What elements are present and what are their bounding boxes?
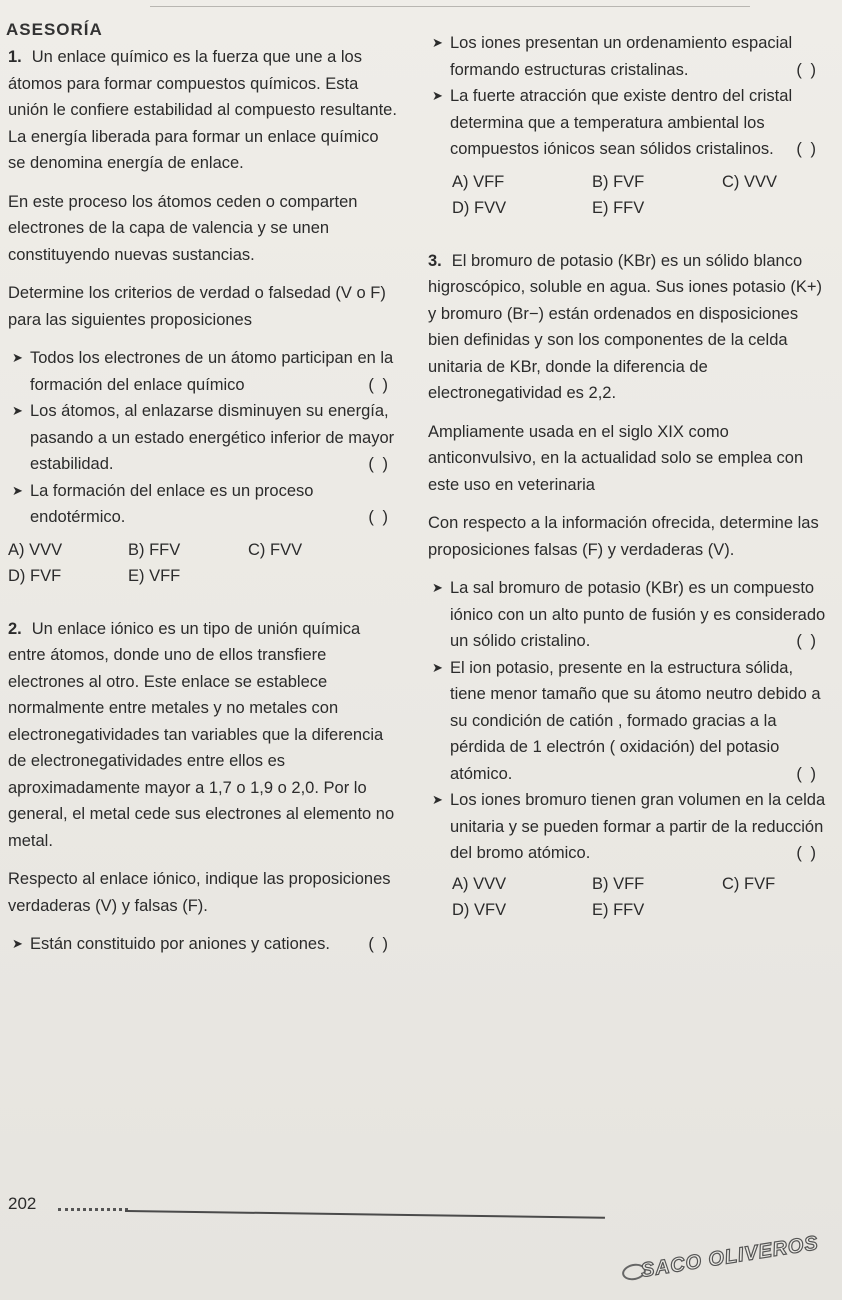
q3-option-b: B) VFF [592, 874, 645, 893]
q3-option-c: C) FVF [722, 874, 776, 893]
q2-instruction: Respecto al enlace iónico, indique las proposiciones verdaderas (V) y falsas (F). [8, 870, 391, 915]
q1-option-b: B) FFV [128, 540, 181, 559]
q2-item-2: ➤ Los iones presentan un ordenamiento espacial formando estructuras cristalinas. ( ) [428, 30, 828, 83]
q1-intro: 1. Un enlace químico es la fuerza que une a los átomos para formar compuestos químicos. Esta unión le confiere estabilidad al compuesto resultante. La energía liberada para formar un enlace químico se denomina energía de enlace. [8, 48, 397, 172]
q2-option-c: C) VVV [722, 172, 778, 191]
q3-option-d: D) VFV [452, 901, 507, 919]
q3-option-a: A) VVV [452, 874, 507, 893]
q3-item-3: ➤ Los iones bromuro tienen gran volumen en la celda unitaria y se pueden formar a partir de la reducción del bromo atómico. ( ) [428, 787, 828, 867]
answer-blank: ( ) [796, 844, 818, 862]
q1-item-2: ➤ Los átomos, al enlazarse disminuyen su energía, pasando a un estado energético inferior de mayor estabilidad. ( ) [8, 398, 400, 478]
q3-intro: 3. El bromuro de potasio (KBr) es un sólido blanco higroscópico, soluble en agua. Sus iones potasio (K+) y bromuro (Br−) están ordenados en disposiciones bien definidas y son los componentes de la celda unitaria de KBr, donde la diferencia de electronegatividad es 2,2. [428, 251, 822, 402]
left-column [8, 44, 400, 958]
q2-item-3: ➤ La fuerte atracción que existe dentro del cristal determina que a temperatura ambiental los compuestos iónicos sean sólidos cristalinos. ( ) [428, 83, 828, 163]
q2-option-e: E) FFV [592, 199, 645, 217]
q1-number: 1. [8, 48, 22, 66]
q1-option-c: C) FVV [248, 540, 303, 559]
q1-option-a: A) VVV [8, 540, 63, 559]
q2-option-d: D) FVV [452, 199, 507, 217]
q1-option-d: D) FVF [8, 567, 62, 585]
q2-options [428, 169, 828, 222]
q3-number: 3. [428, 251, 442, 270]
q3-option-e: E) FFV [592, 901, 645, 919]
answer-blank: ( ) [368, 508, 390, 526]
answer-blank: ( ) [368, 455, 390, 473]
answer-blank: ( ) [368, 375, 390, 394]
q1-options [8, 537, 400, 590]
q3-instruction: Con respecto a la información ofrecida, determine las proposiciones falsas (F) y verdaderas (V). [428, 514, 819, 559]
q2-intro: 2. Un enlace iónico es un tipo de unión química entre átomos, donde uno de ellos transfiere electrones al otro. Este enlace se establece normalmente entre metales y no metales con electronegatividades tan variables que la diferencia de electronegatividades entre ellos es aproximadamente mayor a 1,7 o 1,9 o 2,0. Por lo general, el metal cede sus electrones al elemento no metal. [8, 619, 395, 850]
top-rule [150, 6, 750, 7]
q1-paragraph-2: En este proceso los átomos ceden o comparten electrones de la capa de valencia y se unen constituyendo nuevas sustancias. [8, 192, 358, 264]
answer-blank: ( ) [368, 935, 390, 953]
section-header: ASESORÍA [6, 20, 103, 39]
q2-item-1: ➤ Están constituido por aniones y cationes. ( ) [8, 931, 400, 958]
q3-item-2: ➤ El ion potasio, presente en la estructura sólida, tiene menor tamaño que su átomo neutro debido a su condición de catión , formado gracias a la pérdida de 1 electrón ( oxidación) del potasio atómico. ( ) [428, 655, 828, 788]
q1-item-1: ➤ Todos los electrones de un átomo participan en la formación del enlace químico ( ) [8, 345, 400, 398]
q2-option-b: B) FVF [592, 172, 645, 191]
answer-blank: ( ) [796, 60, 818, 79]
q2-number: 2. [8, 619, 22, 638]
right-column [428, 30, 828, 924]
answer-blank: ( ) [796, 764, 818, 783]
q3-paragraph-2: Ampliamente usada en el siglo XIX como anticonvulsivo, en la actualidad solo se emplea con este uso en veterinaria [428, 422, 804, 494]
q3-item-1: ➤ La sal bromuro de potasio (KBr) es un compuesto iónico con un alto punto de fusión y es considerado un sólido cristalino. ( ) [428, 575, 828, 655]
footer-rule [125, 1210, 605, 1219]
q1-option-e: E) VFF [128, 567, 181, 585]
brand-logo: SACO OLIVEROS [639, 1232, 821, 1282]
q3-options [428, 871, 828, 924]
q1-item-3: ➤ La formación del enlace es un proceso endotérmico. ( ) [8, 478, 400, 531]
q2-option-a: A) VFF [452, 172, 505, 191]
page-number: 202 [8, 1194, 37, 1213]
footer-dots [58, 1208, 128, 1211]
q1-instruction: Determine los criterios de verdad o falsedad (V o F) para las siguientes proposiciones [8, 284, 386, 329]
answer-blank: ( ) [796, 140, 818, 158]
answer-blank: ( ) [796, 632, 818, 650]
